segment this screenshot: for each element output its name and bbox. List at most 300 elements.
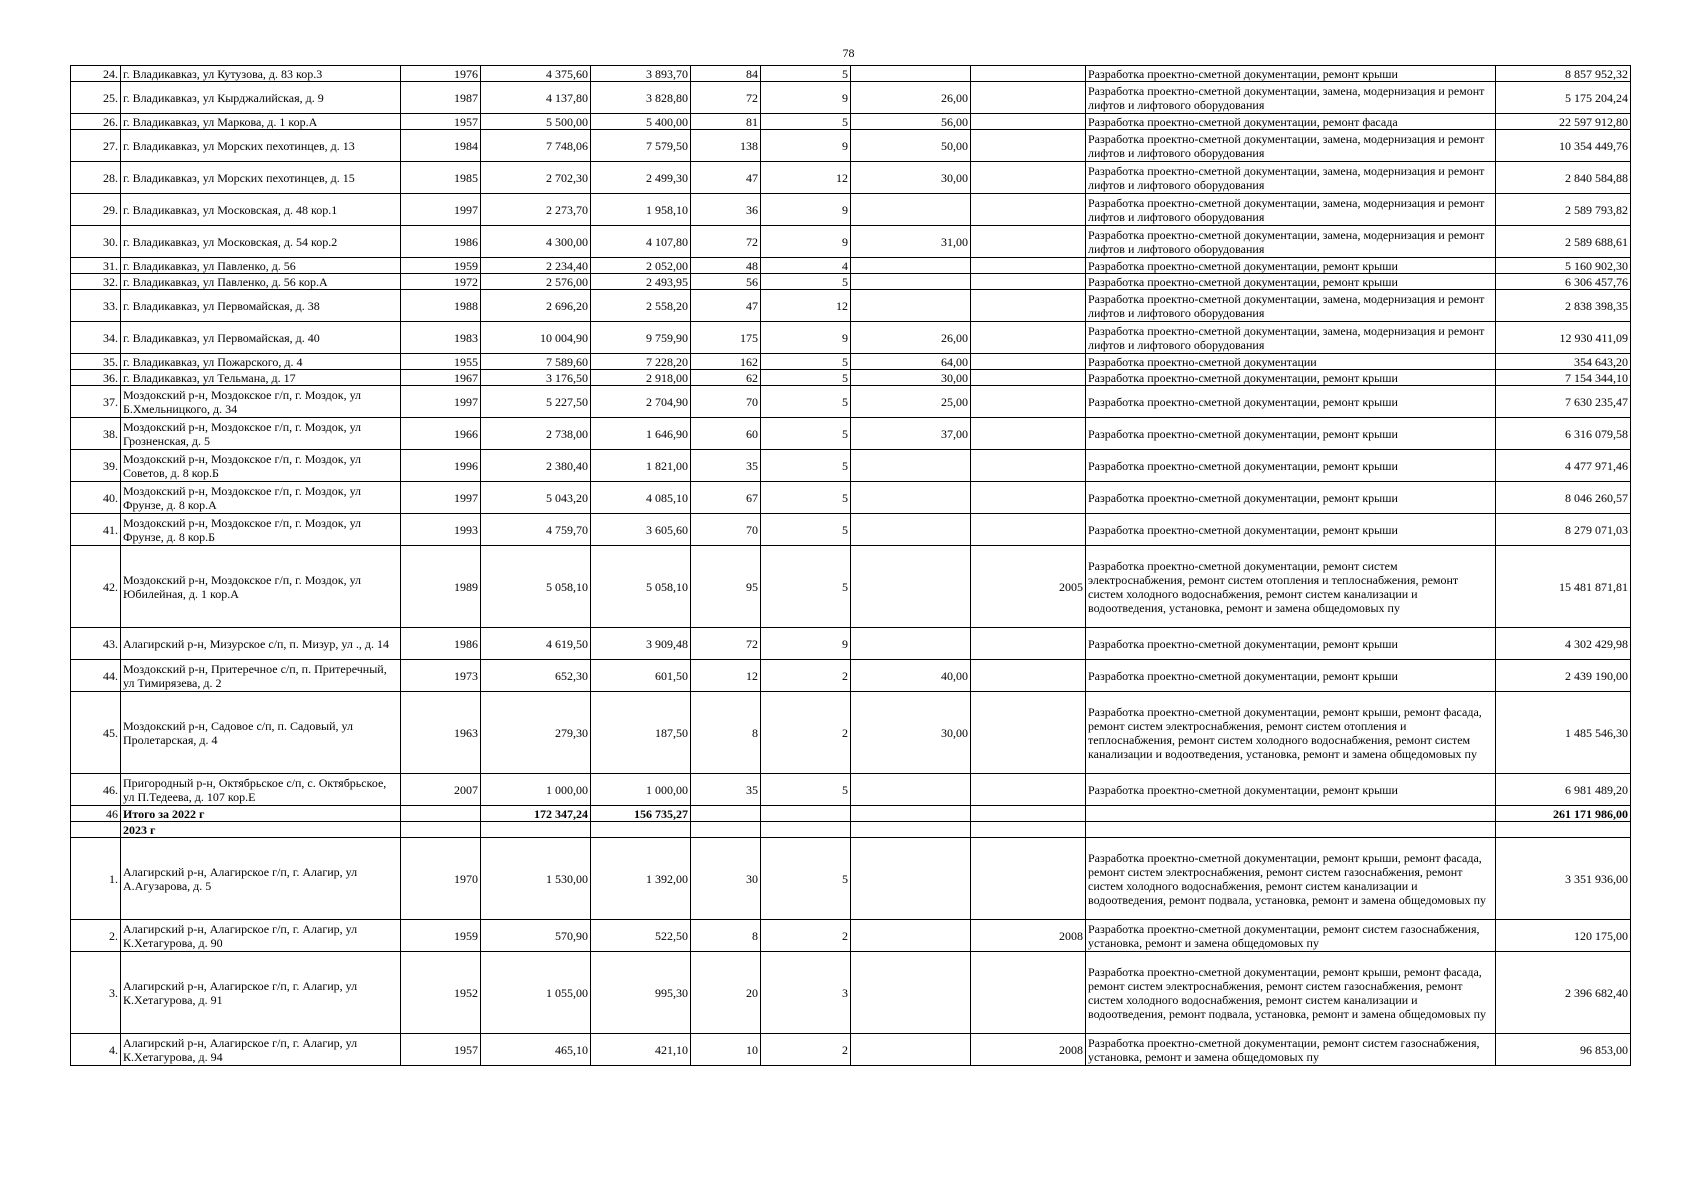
cost: 5 160 902,30	[1496, 258, 1631, 274]
floors-count: 9	[761, 628, 851, 660]
wear-percent: 40,00	[851, 660, 971, 692]
table-row	[71, 274, 1631, 290]
cost: 7 154 344,10	[1496, 370, 1631, 386]
total-row	[71, 806, 1631, 822]
table-row	[71, 450, 1631, 482]
table-row	[71, 1034, 1631, 1066]
living-area: 4 107,80	[591, 226, 691, 258]
living-area: 2 558,20	[591, 290, 691, 322]
residents-count: 36	[691, 194, 761, 226]
total-area: 7 748,06	[481, 130, 591, 162]
works-description: Разработка проектно-сметной документации, ремонт систем электроснабжения, ремонт систем отопления и теплоснабжения, ремонт систем холодного водоснабжения, ремонт систем канализации и водоотведения, установка, ремонт и замена общедомовых пу	[1086, 546, 1496, 628]
address: г. Владикавказ, ул Морских пехотинцев, д. 13	[121, 130, 401, 162]
build-year: 1997	[401, 482, 481, 514]
cost: 2 840 584,88	[1496, 162, 1631, 194]
last-repair-year	[971, 952, 1086, 1034]
total-area: 5 043,20	[481, 482, 591, 514]
residents-count: 72	[691, 628, 761, 660]
floors-count: 2	[761, 920, 851, 952]
total-label: Итого за 2022 г	[121, 806, 401, 822]
table-row	[71, 546, 1631, 628]
residents-count: 70	[691, 386, 761, 418]
total-area: 5 058,10	[481, 546, 591, 628]
address: Моздокский р-н, Моздокское г/п, г. Моздок, ул Юбилейная, д. 1 кор.А	[121, 546, 401, 628]
residents-count: 35	[691, 774, 761, 806]
table-row	[71, 258, 1631, 274]
floors-count: 5	[761, 370, 851, 386]
works-description: Разработка проектно-сметной документации, ремонт крыши, ремонт фасада, ремонт систем электроснабжения, ремонт систем отопления и теплоснабжения, ремонт систем холодного водоснабжения, ремонт систем канализации и водоотведения, установка, ремонт и замена общедомовых пу	[1086, 692, 1496, 774]
total-area: 2 696,20	[481, 290, 591, 322]
living-area: 1 000,00	[591, 774, 691, 806]
wear-percent: 64,00	[851, 354, 971, 370]
total-area: 3 176,50	[481, 370, 591, 386]
address: г. Владикавказ, ул Первомайская, д. 38	[121, 290, 401, 322]
living-area: 187,50	[591, 692, 691, 774]
table-row	[71, 370, 1631, 386]
address: г. Владикавказ, ул Павленко, д. 56	[121, 258, 401, 274]
build-year: 1983	[401, 322, 481, 354]
row-number: 42.	[71, 546, 121, 628]
last-repair-year	[971, 258, 1086, 274]
works-description: Разработка проектно-сметной документации, ремонт крыши	[1086, 66, 1496, 82]
table-row	[71, 162, 1631, 194]
wear-percent	[851, 628, 971, 660]
row-number: 32.	[71, 274, 121, 290]
residents-count: 175	[691, 322, 761, 354]
works-description: Разработка проектно-сметной документации, замена, модернизация и ремонт лифтов и лифтового оборудования	[1086, 226, 1496, 258]
works-description: Разработка проектно-сметной документации, ремонт крыши	[1086, 774, 1496, 806]
cost: 7 630 235,47	[1496, 386, 1631, 418]
row-number: 4.	[71, 1034, 121, 1066]
empty-cell	[401, 806, 481, 822]
cost: 8 279 071,03	[1496, 514, 1631, 546]
floors-count: 5	[761, 274, 851, 290]
living-area: 7 228,20	[591, 354, 691, 370]
living-area: 7 579,50	[591, 130, 691, 162]
residents-count: 30	[691, 838, 761, 920]
wear-percent: 26,00	[851, 82, 971, 114]
floors-count: 2	[761, 692, 851, 774]
table-row	[71, 290, 1631, 322]
cost: 354 643,20	[1496, 354, 1631, 370]
last-repair-year: 2005	[971, 546, 1086, 628]
floors-count: 5	[761, 774, 851, 806]
works-description: Разработка проектно-сметной документации, ремонт крыши	[1086, 628, 1496, 660]
table-row	[71, 774, 1631, 806]
table-row	[71, 692, 1631, 774]
row-number: 30.	[71, 226, 121, 258]
last-repair-year	[971, 450, 1086, 482]
cost: 4 302 429,98	[1496, 628, 1631, 660]
cost: 1 485 546,30	[1496, 692, 1631, 774]
living-area: 2 499,30	[591, 162, 691, 194]
build-year: 1997	[401, 386, 481, 418]
row-number: 35.	[71, 354, 121, 370]
floors-count: 5	[761, 514, 851, 546]
cost: 6 981 489,20	[1496, 774, 1631, 806]
works-description: Разработка проектно-сметной документации, ремонт крыши	[1086, 418, 1496, 450]
total-area: 2 234,40	[481, 258, 591, 274]
cost: 4 477 971,46	[1496, 450, 1631, 482]
works-description: Разработка проектно-сметной документации, ремонт крыши	[1086, 258, 1496, 274]
row-number: 41.	[71, 514, 121, 546]
build-year: 1989	[401, 546, 481, 628]
residents-count: 95	[691, 546, 761, 628]
empty-cell	[1086, 822, 1496, 838]
empty-cell	[1496, 822, 1631, 838]
last-repair-year	[971, 82, 1086, 114]
wear-percent: 30,00	[851, 692, 971, 774]
total-area: 4 375,60	[481, 66, 591, 82]
wear-percent: 30,00	[851, 370, 971, 386]
total-area: 5 500,00	[481, 114, 591, 130]
wear-percent	[851, 258, 971, 274]
residents-count: 162	[691, 354, 761, 370]
residents-count: 138	[691, 130, 761, 162]
table-row	[71, 628, 1631, 660]
living-area: 3 893,70	[591, 66, 691, 82]
wear-percent	[851, 1034, 971, 1066]
row-number: 36.	[71, 370, 121, 386]
last-repair-year	[971, 354, 1086, 370]
row-number: 45.	[71, 692, 121, 774]
floors-count: 12	[761, 290, 851, 322]
build-year: 1963	[401, 692, 481, 774]
living-area: 421,10	[591, 1034, 691, 1066]
total-area: 2 702,30	[481, 162, 591, 194]
floors-count: 9	[761, 322, 851, 354]
build-year: 1970	[401, 838, 481, 920]
wear-percent	[851, 274, 971, 290]
table-row	[71, 322, 1631, 354]
build-year: 1957	[401, 1034, 481, 1066]
last-repair-year	[971, 482, 1086, 514]
residents-count: 47	[691, 162, 761, 194]
residents-count: 10	[691, 1034, 761, 1066]
address: Моздокский р-н, Моздокское г/п, г. Моздок, ул Грозненская, д. 5	[121, 418, 401, 450]
table-row	[71, 418, 1631, 450]
total-area: 4 619,50	[481, 628, 591, 660]
wear-percent	[851, 952, 971, 1034]
residents-count: 56	[691, 274, 761, 290]
last-repair-year	[971, 628, 1086, 660]
address: Моздокский р-н, Моздокское г/п, г. Моздок, ул Советов, д. 8 кор.Б	[121, 450, 401, 482]
build-year: 1966	[401, 418, 481, 450]
table-row	[71, 226, 1631, 258]
table-row	[71, 838, 1631, 920]
address: Моздокский р-н, Моздокское г/п, г. Моздок, ул Б.Хмельницкого, д. 34	[121, 386, 401, 418]
cost: 6 316 079,58	[1496, 418, 1631, 450]
address: Алагирский р-н, Алагирское г/п, г. Алагир, ул К.Хетагурова, д. 91	[121, 952, 401, 1034]
empty-cell	[971, 806, 1086, 822]
living-area: 1 821,00	[591, 450, 691, 482]
floors-count: 4	[761, 258, 851, 274]
total-area-sum: 172 347,24	[481, 806, 591, 822]
build-year: 1988	[401, 290, 481, 322]
living-area: 2 493,95	[591, 274, 691, 290]
wear-percent	[851, 66, 971, 82]
table-row	[71, 920, 1631, 952]
empty-cell	[591, 822, 691, 838]
table-row	[71, 194, 1631, 226]
build-year: 1957	[401, 114, 481, 130]
living-area-sum: 156 735,27	[591, 806, 691, 822]
table-row	[71, 114, 1631, 130]
row-number: 43.	[71, 628, 121, 660]
wear-percent: 56,00	[851, 114, 971, 130]
living-area: 995,30	[591, 952, 691, 1034]
row-number: 27.	[71, 130, 121, 162]
wear-percent	[851, 482, 971, 514]
build-year: 1987	[401, 82, 481, 114]
address: г. Владикавказ, ул Кырджалийская, д. 9	[121, 82, 401, 114]
row-number: 24.	[71, 66, 121, 82]
last-repair-year	[971, 114, 1086, 130]
address: Алагирский р-н, Алагирское г/п, г. Алагир, ул К.Хетагурова, д. 90	[121, 920, 401, 952]
wear-percent: 30,00	[851, 162, 971, 194]
empty-cell	[761, 822, 851, 838]
works-description: Разработка проектно-сметной документации, ремонт крыши	[1086, 660, 1496, 692]
build-year: 2007	[401, 774, 481, 806]
address: г. Владикавказ, ул Тельмана, д. 17	[121, 370, 401, 386]
total-area: 2 380,40	[481, 450, 591, 482]
empty-cell	[851, 806, 971, 822]
table-row	[71, 514, 1631, 546]
floors-count: 5	[761, 114, 851, 130]
floors-count: 9	[761, 130, 851, 162]
last-repair-year: 2008	[971, 920, 1086, 952]
floors-count: 9	[761, 82, 851, 114]
cost: 120 175,00	[1496, 920, 1631, 952]
table-row	[71, 354, 1631, 370]
address: г. Владикавказ, ул Павленко, д. 56 кор.А	[121, 274, 401, 290]
empty-cell	[971, 822, 1086, 838]
floors-count: 3	[761, 952, 851, 1034]
build-year: 1976	[401, 66, 481, 82]
wear-percent	[851, 450, 971, 482]
works-description: Разработка проектно-сметной документации, замена, модернизация и ремонт лифтов и лифтового оборудования	[1086, 130, 1496, 162]
residents-count: 20	[691, 952, 761, 1034]
repair-program-table	[70, 65, 1631, 1066]
address: Моздокский р-н, Моздокское г/п, г. Моздок, ул Фрунзе, д. 8 кор.Б	[121, 514, 401, 546]
total-area: 7 589,60	[481, 354, 591, 370]
last-repair-year	[971, 370, 1086, 386]
floors-count: 9	[761, 194, 851, 226]
cost: 15 481 871,81	[1496, 546, 1631, 628]
living-area: 5 058,10	[591, 546, 691, 628]
build-year: 1993	[401, 514, 481, 546]
address: Моздокский р-н, Притеречное с/п, п. Притеречный, ул Тимирязева, д. 2	[121, 660, 401, 692]
works-description: Разработка проектно-сметной документации, замена, модернизация и ремонт лифтов и лифтового оборудования	[1086, 290, 1496, 322]
row-number: 44.	[71, 660, 121, 692]
last-repair-year	[971, 162, 1086, 194]
total-area: 1 530,00	[481, 838, 591, 920]
works-description: Разработка проектно-сметной документации, ремонт крыши	[1086, 514, 1496, 546]
living-area: 4 085,10	[591, 482, 691, 514]
floors-count: 2	[761, 660, 851, 692]
wear-percent: 37,00	[851, 418, 971, 450]
cost: 2 838 398,35	[1496, 290, 1631, 322]
living-area: 2 918,00	[591, 370, 691, 386]
residents-count: 60	[691, 418, 761, 450]
living-area: 1 958,10	[591, 194, 691, 226]
row-number: 1.	[71, 838, 121, 920]
address: Пригородный р-н, Октябрьское с/п, с. Октябрьское, ул П.Тедеева, д. 107 кор.Е	[121, 774, 401, 806]
works-description: Разработка проектно-сметной документации, замена, модернизация и ремонт лифтов и лифтового оборудования	[1086, 162, 1496, 194]
living-area: 1 646,90	[591, 418, 691, 450]
works-description: Разработка проектно-сметной документации, замена, модернизация и ремонт лифтов и лифтового оборудования	[1086, 82, 1496, 114]
build-year: 1996	[401, 450, 481, 482]
empty-cell	[691, 822, 761, 838]
address: г. Владикавказ, ул Кутузова, д. 83 кор.3	[121, 66, 401, 82]
total-area: 4 300,00	[481, 226, 591, 258]
floors-count: 5	[761, 838, 851, 920]
works-description: Разработка проектно-сметной документации	[1086, 354, 1496, 370]
works-description: Разработка проектно-сметной документации, ремонт крыши	[1086, 482, 1496, 514]
empty-cell	[71, 822, 121, 838]
works-description: Разработка проектно-сметной документации, ремонт крыши	[1086, 370, 1496, 386]
address: Моздокский р-н, Садовое с/п, п. Садовый, ул Пролетарская, д. 4	[121, 692, 401, 774]
cost: 96 853,00	[1496, 1034, 1631, 1066]
floors-count: 5	[761, 482, 851, 514]
works-description: Разработка проектно-сметной документации, ремонт крыши	[1086, 386, 1496, 418]
year-header-row	[71, 822, 1631, 838]
wear-percent	[851, 194, 971, 226]
last-repair-year	[971, 774, 1086, 806]
year-header: 2023 г	[121, 822, 401, 838]
row-number: 29.	[71, 194, 121, 226]
table-row	[71, 660, 1631, 692]
table-body	[71, 66, 1631, 1066]
wear-percent: 25,00	[851, 386, 971, 418]
total-area: 10 004,90	[481, 322, 591, 354]
wear-percent	[851, 546, 971, 628]
build-year: 1967	[401, 370, 481, 386]
works-description: Разработка проектно-сметной документации, ремонт крыши	[1086, 274, 1496, 290]
floors-count: 5	[761, 450, 851, 482]
total-area: 4 759,70	[481, 514, 591, 546]
address: Алагирский р-н, Мизурское с/п, п. Мизур, ул ., д. 14	[121, 628, 401, 660]
floors-count: 2	[761, 1034, 851, 1066]
table-row	[71, 66, 1631, 82]
total-area: 279,30	[481, 692, 591, 774]
wear-percent	[851, 920, 971, 952]
address: Моздокский р-н, Моздокское г/п, г. Моздок, ул Фрунзе, д. 8 кор.А	[121, 482, 401, 514]
residents-count: 35	[691, 450, 761, 482]
address: г. Владикавказ, ул Маркова, д. 1 кор.А	[121, 114, 401, 130]
wear-percent	[851, 290, 971, 322]
cost: 2 589 793,82	[1496, 194, 1631, 226]
residents-count: 8	[691, 692, 761, 774]
living-area: 3 828,80	[591, 82, 691, 114]
wear-percent	[851, 514, 971, 546]
cost: 2 396 682,40	[1496, 952, 1631, 1034]
cost: 5 175 204,24	[1496, 82, 1631, 114]
row-number: 3.	[71, 952, 121, 1034]
empty-cell	[1086, 806, 1496, 822]
cost: 2 589 688,61	[1496, 226, 1631, 258]
row-number: 33.	[71, 290, 121, 322]
works-description: Разработка проектно-сметной документации, ремонт крыши	[1086, 450, 1496, 482]
build-year: 1985	[401, 162, 481, 194]
cost: 6 306 457,76	[1496, 274, 1631, 290]
table-row	[71, 482, 1631, 514]
empty-cell	[851, 822, 971, 838]
works-description: Разработка проектно-сметной документации, ремонт систем газоснабжения, установка, ремонт и замена общедомовых пу	[1086, 1034, 1496, 1066]
wear-percent: 50,00	[851, 130, 971, 162]
last-repair-year	[971, 226, 1086, 258]
works-description: Разработка проектно-сметной документации, ремонт фасада	[1086, 114, 1496, 130]
total-area: 652,30	[481, 660, 591, 692]
cost: 10 354 449,76	[1496, 130, 1631, 162]
cost: 2 439 190,00	[1496, 660, 1631, 692]
last-repair-year	[971, 66, 1086, 82]
last-repair-year	[971, 290, 1086, 322]
page-number: 78	[842, 46, 855, 60]
total-area: 2 273,70	[481, 194, 591, 226]
residents-count: 62	[691, 370, 761, 386]
residents-count: 8	[691, 920, 761, 952]
residents-count: 70	[691, 514, 761, 546]
cost: 8 046 260,57	[1496, 482, 1631, 514]
total-cost-sum: 261 171 986,00	[1496, 806, 1631, 822]
wear-percent: 31,00	[851, 226, 971, 258]
floors-count: 5	[761, 354, 851, 370]
last-repair-year: 2008	[971, 1034, 1086, 1066]
last-repair-year	[971, 386, 1086, 418]
row-number: 34.	[71, 322, 121, 354]
residents-count: 72	[691, 226, 761, 258]
residents-count: 47	[691, 290, 761, 322]
row-number: 25.	[71, 82, 121, 114]
empty-cell	[761, 806, 851, 822]
address: Алагирский р-н, Алагирское г/п, г. Алагир, ул А.Агузарова, д. 5	[121, 838, 401, 920]
residents-count: 48	[691, 258, 761, 274]
build-year: 1959	[401, 258, 481, 274]
last-repair-year	[971, 194, 1086, 226]
living-area: 2 052,00	[591, 258, 691, 274]
row-number: 37.	[71, 386, 121, 418]
last-repair-year	[971, 418, 1086, 450]
build-year: 1952	[401, 952, 481, 1034]
table-row	[71, 952, 1631, 1034]
row-number: 39.	[71, 450, 121, 482]
table-row	[71, 386, 1631, 418]
living-area: 3 605,60	[591, 514, 691, 546]
works-description: Разработка проектно-сметной документации, ремонт крыши, ремонт фасада, ремонт систем электроснабжения, ремонт систем газоснабжения, ремонт систем холодного водоснабжения, ремонт систем канализации и водоотведения, ремонт подвала, установка, ремонт и замена общедомовых пу	[1086, 838, 1496, 920]
table-row	[71, 82, 1631, 114]
last-repair-year	[971, 130, 1086, 162]
address: г. Владикавказ, ул Московская, д. 54 кор.2	[121, 226, 401, 258]
works-description: Разработка проектно-сметной документации, ремонт крыши, ремонт фасада, ремонт систем электроснабжения, ремонт систем газоснабжения, ремонт систем холодного водоснабжения, ремонт систем канализации и водоотведения, ремонт подвала, установка, ремонт и замена общедомовых пу	[1086, 952, 1496, 1034]
cost: 3 351 936,00	[1496, 838, 1631, 920]
floors-count: 5	[761, 66, 851, 82]
last-repair-year	[971, 514, 1086, 546]
wear-percent	[851, 838, 971, 920]
table-row	[71, 130, 1631, 162]
row-number: 46.	[71, 774, 121, 806]
floors-count: 5	[761, 418, 851, 450]
floors-count: 12	[761, 162, 851, 194]
living-area: 3 909,48	[591, 628, 691, 660]
row-number: 2.	[71, 920, 121, 952]
row-number: 31.	[71, 258, 121, 274]
living-area: 9 759,90	[591, 322, 691, 354]
floors-count: 5	[761, 386, 851, 418]
living-area: 1 392,00	[591, 838, 691, 920]
build-year: 1972	[401, 274, 481, 290]
works-description: Разработка проектно-сметной документации, ремонт систем газоснабжения, установка, ремонт и замена общедомовых пу	[1086, 920, 1496, 952]
